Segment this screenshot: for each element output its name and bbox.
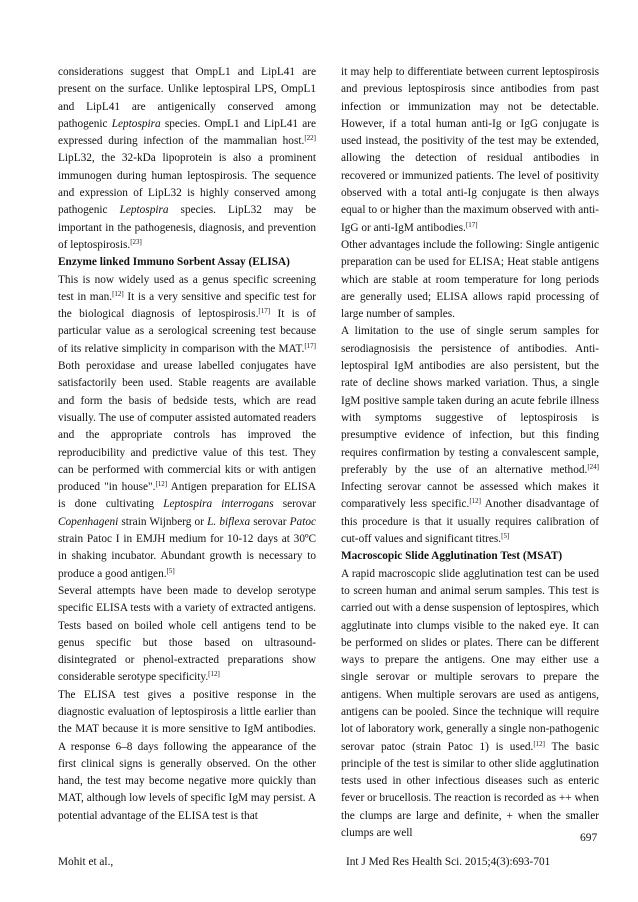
paragraph-outer-membrane-proteins: considerations suggest that OmpL1 and LipL41 are present on the surface. Unlike leptospiral LPS, OmpL1 and LipL41 are antigenically conserved among pathogenic Leptospira species. OmpL1 and LipL41 are expressed during infection of the mammalian host.[22] LipL32, the 32-kDa lipoprotein is also a prominent immunogen during human leptospirosis. The sequence and expression of LipL32 is highly conserved among pathogenic Leptospira species. LipL32 may be important in the pathogenesis, diagnosis, and prevention of leptospirosis.[23] (58, 66, 316, 251)
paragraph-elisa-response: The ELISA test gives a positive response in the diagnostic evaluation of leptospirosis a little earlier than the MAT because it is more sensitive to IgM antibodies. A response 6–8 days following the appearance of the first clinical signs is generally observed. On the other hand, the test may become negative more quickly than MAT, although low levels of specific IgM may persist. A potential advantage of the ELISA test is that (58, 688, 316, 822)
citation-ref: [12] (469, 497, 481, 506)
paragraph-limitation: A limitation to the use of single serum samples for serodiagnosisis the persistence of antibodies. Anti-leptospiral IgM antibodies are also persistent, but the rate of decline shows marked variation. Thus, a single IgM positive sample taken during an acute febrile illness with symptoms suggestive of leptospirosis is presumptive evidence of infection, but this finding requires confirmation by testing a convalescent sample, preferably by the use of an alternative method.[24] Infecting serovar cannot be assessed which makes it comparatively less specific.[12] Another disadvantage of this procedure is that it usually requires calibration of cut-off values and significant titres.[5] (341, 325, 599, 546)
citation-ref: [5] (501, 532, 510, 541)
footer-authors: Mohit et al., (58, 856, 114, 868)
citation-ref: [17] (465, 220, 478, 229)
footer-citation: Int J Med Res Health Sci. 2015;4(3):693-701 (346, 856, 551, 868)
citation-ref: [12] (155, 480, 168, 489)
paragraph-other-advantages: Other advantages include the following: Single antigenic preparation can be used for ELISA; Heat stable antigens which are stable at room temperature for long periods are generally used; ELISA allows rapid processing of large number of samples. (341, 238, 599, 321)
citation-ref: [17] (304, 341, 316, 350)
citation-ref: [12] (533, 739, 546, 748)
citation-ref: [12] (112, 289, 124, 298)
citation-ref: [23] (130, 237, 142, 246)
paragraph-elisa-advantage: it may help to differentiate between current leptospirosis and previous leptospirosis since antibodies from past infection or immunization may not be detectable. However, if a total human anti-Ig or IgG conjugate is used instead, the positivity of the test may be extended, allowing the detection of residual antibodies in recovered or immunized patients. The level of positivity observed with a total anti-Ig conjugate is then always equal to or higher than the maximum observed with anti-IgG or anti-IgM antibodies.[17] (341, 66, 599, 234)
left-column (58, 64, 316, 825)
paragraph-msat: A rapid macroscopic slide agglutination test can be used to screen human and animal serum samples. This test is carried out with a dense suspension of leptospires, which agglutinate into clumps visible to the naked eye. It can be performed on slides or plates. There can be different ways to prepare the antigens. One may either use a single serovar or multiple serovars to prepare the antigens. When multiple serovars are used as antigens, antigens can be pooled. Since the technique will require lot of laboratory work, generally a single non-pathogenic serovar patoc (strain Patoc 1) is used.[12] The basic principle of the test is similar to other slide agglutination tests used in other infectious diseases such as enteric fever or brucellosis. The reaction is recorded as ++ when the clumps are large and definite, + when the smaller clumps are well (341, 567, 599, 840)
paragraph-serotype-specific: Several attempts have been made to develop serotype specific ELISA tests with a variety of extracted antigens. Tests based on boiled whole cell antigens tend to be genus specific but those based on ultrasound-disintegrated or phenol-extracted preparations show considerable serotype specificity.[12] (58, 584, 316, 684)
citation-ref: [22] (304, 134, 316, 143)
page-number: 697 (580, 832, 598, 844)
citation-ref: [5] (166, 566, 175, 575)
right-column (341, 64, 599, 842)
section-heading-elisa: Enzyme linked Immuno Sorbent Assay (ELISA) (58, 256, 290, 269)
section-heading-msat: Macroscopic Slide Agglutination Test (MSAT) (341, 550, 563, 563)
citation-ref: [17] (258, 307, 271, 316)
citation-ref: [24] (587, 462, 599, 471)
paragraph-elisa-intro: This is now widely used as a genus specific screening test in man.[12] It is a very sensitive and specific test for the biological diagnosis of leptospirosis.[17] It is of particular value as a serological screening test because of its relative simplicity in comparison with the MAT.[17] Both peroxidase and urease labelled conjugates have satisfactorily been used. Stable reagents are available and form the basis of bedside tests, which are read visually. The use of computer assisted automated readers and the appropriate controls has improved the reproducibility and predictive value of this test. They can be performed with commercial kits or with antigen produced "in house".[12] Antigen preparation for ELISA is done cultivating Leptospira interrogans serovar Copenhageni strain Wijnberg or L. biflexa serovar Patoc strain Patoc I in EMJH medium for 10-12 days at 30ºC in shaking incubator. Abundant growth is necessary to produce a good antigen.[5] (58, 273, 316, 580)
citation-ref: [12] (208, 670, 220, 679)
